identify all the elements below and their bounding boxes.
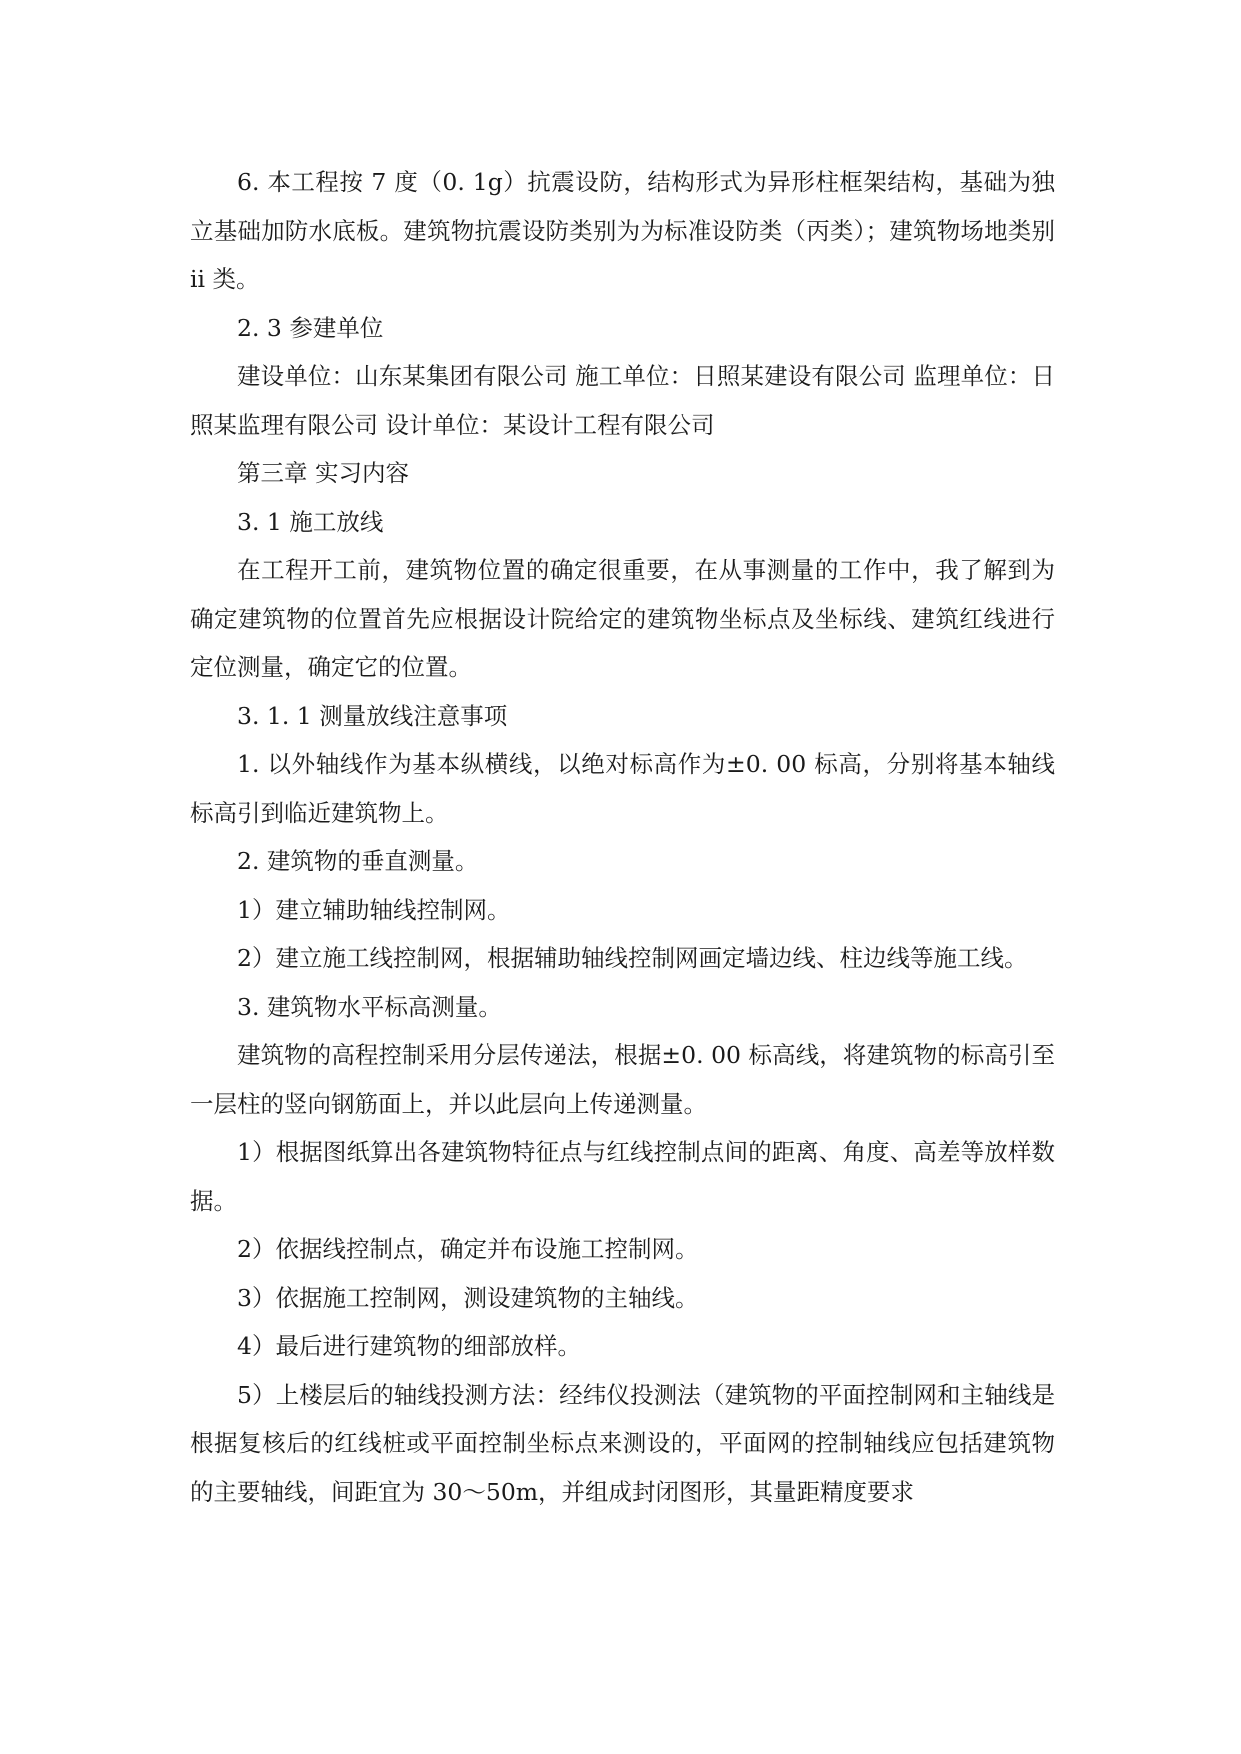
- paragraph-level-survey: 3. 建筑物水平标高测量。: [237, 992, 502, 1021]
- list-item-detail-layout: 4）最后进行建筑物的细部放样。: [237, 1332, 581, 1360]
- paragraph-building-positioning: 在工程开工前，建筑物位置的确定很重要，在从事测量的工作中，我了解到为确定建筑物的位置首先应根据设计院给定的建筑物坐标点及坐标线、建筑红线进行定位测量，确定它的位置。: [190, 556, 1055, 681]
- document-body: [190, 158, 1055, 1516]
- paragraph-elevation-control: 建筑物的高程控制采用分层传递法，根据±0. 00 标高线，将建筑物的标高引至一层柱的竖向钢筋面上，并以此层向上传递测量。: [190, 1041, 1055, 1118]
- paragraph-vertical-survey: 2. 建筑物的垂直测量。: [237, 847, 479, 875]
- list-item-auxiliary-network: 1）建立辅助轴线控制网。: [237, 895, 511, 924]
- list-item-construction-network: 2）建立施工线控制网，根据辅助轴线控制网画定墙边线、柱边线等施工线。: [237, 944, 1028, 972]
- heading-construction-layout: 3. 1 施工放线: [237, 507, 384, 536]
- heading-survey-notes: 3. 1. 1 测量放线注意事项: [237, 701, 508, 730]
- heading-participating-units: 2. 3 参建单位: [237, 313, 384, 342]
- heading-chapter-3: 第三章 实习内容: [237, 459, 409, 487]
- list-item-control-points: 2）依据线控制点，确定并布设施工控制网。: [237, 1235, 699, 1263]
- paragraph-participating-units: 建设单位：山东某集团有限公司 施工单位：日照某建设有限公司 监理单位：日照某监理有限公司 设计单位：某设计工程有限公司: [190, 362, 1055, 439]
- paragraph-seismic-design: 6. 本工程按 7 度（0. 1g）抗震设防，结构形式为异形柱框架结构，基础为独立基础加防水底板。建筑物抗震设防类别为为标准设防类（丙类）；建筑物场地类别 ii 类。: [190, 168, 1055, 293]
- list-item-axis-projection: 5）上楼层后的轴线投测方法：经纬仪投测法（建筑物的平面控制网和主轴线是根据复核后的红线桩或平面控制坐标点来测设的，平面网的控制轴线应包括建筑物的主要轴线，间距宜为 30～50m，并组成封闭图形，其量距精度要求: [190, 1380, 1055, 1506]
- list-item-main-axis: 3）依据施工控制网，测设建筑物的主轴线。: [237, 1283, 699, 1312]
- list-item-layout-data: 1）根据图纸算出各建筑物特征点与红线控制点间的距离、角度、高差等放样数据。: [190, 1138, 1055, 1215]
- paragraph-axis-reference: 1. 以外轴线作为基本纵横线，以绝对标高作为±0. 00 标高，分别将基本轴线标高引到临近建筑物上。: [190, 750, 1055, 827]
